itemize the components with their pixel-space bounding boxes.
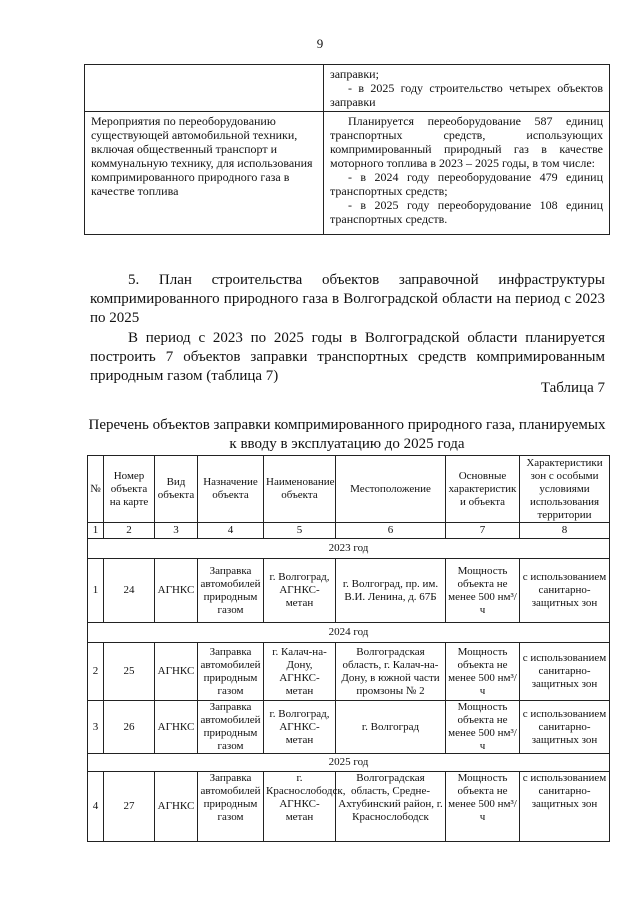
table-cell: г. Волгоград, АГНКС-метан — [264, 559, 336, 623]
table-cell: Заправка автомобилей природным газом — [198, 559, 264, 623]
table-cell: Заправка автомобилей природным газом — [198, 772, 264, 842]
table-cell: АГНКС — [155, 643, 198, 701]
table-cell: с использованием санитарно-защитных зон — [520, 701, 610, 754]
table-cell — [324, 112, 610, 235]
column-number: 4 — [198, 523, 264, 539]
year-row — [88, 754, 610, 772]
table-cell: 1 — [88, 559, 104, 623]
cell-text: - в 2024 году переоборудование 479 единиц транспортных средств; — [330, 170, 603, 198]
table-cell: Заправка автомобилей природным газом — [198, 643, 264, 701]
page-number: 9 — [316, 36, 324, 51]
year-label: 2023 год — [88, 539, 610, 559]
table-cell: 27 — [104, 772, 155, 842]
table-cell: 26 — [104, 701, 155, 754]
table-cell — [85, 65, 324, 112]
section-heading: 5. План строительства объектов заправочной инфраструктуры компримированного природного газа в Волгоградской области на период с 2023 по 2025 — [90, 272, 605, 326]
table-cell: г. Калач-на-Дону, АГНКС-метан — [264, 643, 336, 701]
column-number: 6 — [336, 523, 446, 539]
column-header: Номер объекта на карте — [104, 456, 155, 523]
table-row — [88, 701, 610, 754]
column-number: 7 — [446, 523, 520, 539]
column-number: 8 — [520, 523, 610, 539]
cell-text: - в 2025 году переоборудование 108 единиц транспортных средств. — [330, 198, 603, 226]
column-header: Назначение объекта — [198, 456, 264, 523]
year-label: 2024 год — [88, 623, 610, 643]
table-cell: с использованием санитарно-защитных зон — [520, 643, 610, 701]
cell-text: - в 2025 году строительство четырех объектов заправки — [330, 81, 603, 109]
table-cell: Мощность объекта не менее 500 нм³/ч — [446, 701, 520, 754]
column-header: Основные характеристик и объекта — [446, 456, 520, 523]
cell-text: Мероприятия по переоборудованию существующей автомобильной техники, включая общественный транспорт и коммунальную технику, для использования компримированного природного газа в качестве топлива — [91, 114, 313, 198]
table-cell: с использованием санитарно-защитных зон — [520, 559, 610, 623]
table-cell: 3 — [88, 701, 104, 754]
table-cell: АГНКС — [155, 701, 198, 754]
table-cell: Мощность объекта не менее 500 нм³/ч — [446, 772, 520, 842]
table-cell: г. Волгоград, пр. им. В.И. Ленина, д. 67Б — [336, 559, 446, 623]
table-cell — [324, 65, 610, 112]
column-number: 1 — [88, 523, 104, 539]
table-cell: г. Краснослободск, АГНКС-метан — [264, 772, 336, 842]
column-number: 3 — [155, 523, 198, 539]
year-row — [88, 539, 610, 559]
column-header: Местоположение — [336, 456, 446, 523]
column-number: 2 — [104, 523, 155, 539]
table-cell: АГНКС — [155, 559, 198, 623]
cell-text: заправки; — [330, 67, 379, 81]
table-cell: Мощность объекта не менее 500 нм³/ч — [446, 559, 520, 623]
table-cell: г. Волгоград, АГНКС-метан — [264, 701, 336, 754]
section-paragraph: В период с 2023 по 2025 годы в Волгоградской области планируется построить 7 объектов заправки транспортных средств компримированным природным газом (таблица 7) — [90, 330, 605, 384]
table-row — [88, 559, 610, 623]
table-cell: Волгоградская область, Средне-Ахтубинский район, г. Краснослободск — [336, 772, 446, 842]
table-cell: Заправка автомобилей природным газом — [198, 701, 264, 754]
table-cell — [85, 112, 324, 235]
table-row — [85, 65, 610, 112]
table-label: Таблица 7 — [540, 380, 605, 396]
table-cell: АГНКС — [155, 772, 198, 842]
measures-table — [84, 64, 610, 235]
table-cell: 4 — [88, 772, 104, 842]
table-cell: г. Волгоград — [336, 701, 446, 754]
table-title: Перечень объектов заправки компримированного природного газа, планируемых к вводу в эксплуатацию до 2025 года — [88, 417, 606, 452]
column-number-row — [88, 523, 610, 539]
year-row — [88, 623, 610, 643]
table-row — [88, 643, 610, 701]
table-cell: Мощность объекта не менее 500 нм³/ч — [446, 643, 520, 701]
year-label: 2025 год — [88, 754, 610, 772]
cell-text: Планируется переоборудование 587 единиц транспортных средств, использующих компримированный природный газ в качестве моторного топлива в 2023 – 2025 годы, в том числе: — [330, 114, 603, 170]
column-number: 5 — [264, 523, 336, 539]
table-cell: Волгоградская область, г. Калач-на-Дону, в южной части промзоны № 2 — [336, 643, 446, 701]
table-row — [85, 112, 610, 235]
table-cell: 24 — [104, 559, 155, 623]
table-cell: с использованием санитарно-защитных зон — [520, 772, 610, 842]
table-cell: 2 — [88, 643, 104, 701]
column-header: Наименование объекта — [264, 456, 336, 523]
table-row — [88, 772, 610, 842]
table-cell: 25 — [104, 643, 155, 701]
facilities-table — [87, 455, 610, 842]
header-row — [88, 456, 610, 523]
column-header: Вид объекта — [155, 456, 198, 523]
column-header: Характеристики зон с особыми условиями использования территории — [520, 456, 610, 523]
column-header: № — [88, 456, 104, 523]
